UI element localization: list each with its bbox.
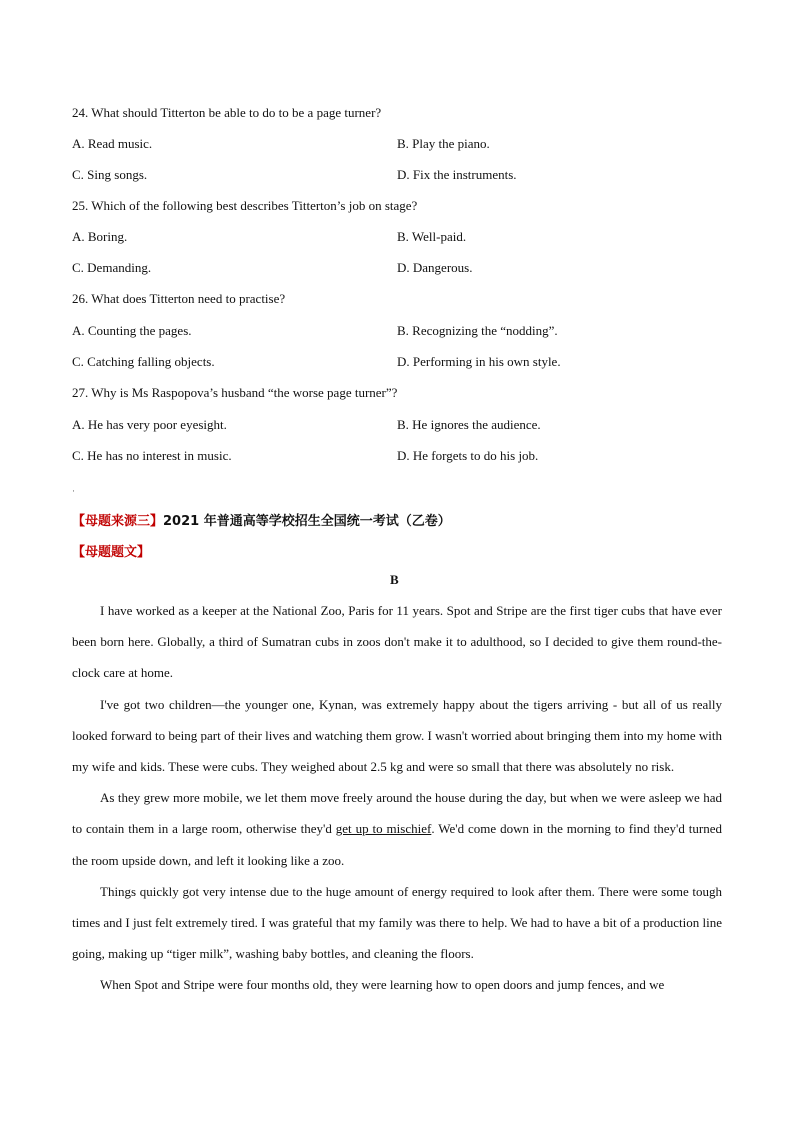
question-25-option-d: D. Dangerous. — [397, 260, 473, 275]
question-27-stem: 27. Why is Ms Raspopova’s husband “the worse page turner”? — [72, 385, 398, 400]
question-26-option-c: C. Catching falling objects. — [72, 354, 215, 369]
source-heading — [72, 510, 451, 529]
reading-passage — [72, 595, 722, 1001]
passage-paragraph-5: When Spot and Stripe were four months old, they were learning how to open doors and jump fences, and we — [100, 977, 665, 993]
underlined-phrase: get up to mischief — [335, 821, 432, 837]
question-25-option-b: B. Well-paid. — [397, 229, 467, 244]
question-25-option-c: C. Demanding. — [72, 260, 152, 275]
section-letter: B — [390, 572, 399, 587]
passage-paragraph-3 — [72, 782, 722, 876]
question-26-option-d: D. Performing in his own style. — [397, 354, 561, 369]
passage-paragraph-3-start: As they grew more mobile, we let them move freely around the house during the day, but when we were asleep we had to contain them in a large room, otherwise they'd — [72, 790, 722, 837]
question-27-option-b: B. He ignores the audience. — [397, 417, 541, 432]
question-24-option-d: D. Fix the instruments. — [397, 167, 517, 182]
question-24-option-b: B. Play the piano. — [397, 136, 490, 151]
passage-paragraph-1: I have worked as a keeper at the National Zoo, Paris for 11 years. Spot and Stripe are the first tiger cubs that have ever been born here. Globally, a third of Sumatran cubs in zoos don't make it to adulthood, so I decided to give them round-the-clock care at home. — [72, 603, 722, 681]
source-label: 【母题来源三】 — [72, 514, 164, 529]
passage-paragraph-2: I've got two children—the younger one, Kynan, was extremely happy about the tigers arriving - but all of us really looked forward to being part of their lives and watching them grow. I wasn't worried about bringing them into my home with my wife and kids. These were cubs. They weighed about 2.5 kg and were so small that there was absolutely no risk. — [72, 696, 722, 775]
question-27-option-d: D. He forgets to do his job. — [397, 448, 539, 463]
question-26-option-b: B. Recognizing the “nodding”. — [397, 323, 558, 338]
question-24-option-c: C. Sing songs. — [72, 167, 148, 182]
question-25-stem: 25. Which of the following best describes Titterton’s job on stage? — [72, 198, 418, 213]
passage-paragraph-4: Things quickly got very intense due to the huge amount of energy required to look after them. There were some tough times and I just felt extremely tired. I was grateful that my family was there to help. We had to have a bit of a production line going, making up “tiger milk”, washing baby bottles, and cleaning the floors. — [72, 883, 722, 962]
question-24-option-a: A. Read music. — [72, 136, 153, 151]
question-26-stem: 26. What does Titterton need to practise? — [72, 291, 286, 306]
question-24-stem: 24. What should Titterton be able to do to be a page turner? — [72, 105, 382, 120]
paragraph-mark: · — [72, 486, 75, 496]
question-27-option-a: A. He has very poor eyesight. — [72, 417, 227, 432]
question-27-option-c: C. He has no interest in music. — [72, 448, 232, 463]
question-25-option-a: A. Boring. — [72, 229, 128, 244]
passage-label: 【母题题文】 — [72, 545, 151, 560]
passage-paragraph-3-end: . We'd come down in the morning to find they'd turned the room upside down, and left it looking like a zoo. — [72, 821, 723, 868]
question-26-option-a: A. Counting the pages. — [72, 323, 192, 338]
source-text: 2021 年普通高等学校招生全国统一考试（乙卷） — [163, 514, 451, 529]
